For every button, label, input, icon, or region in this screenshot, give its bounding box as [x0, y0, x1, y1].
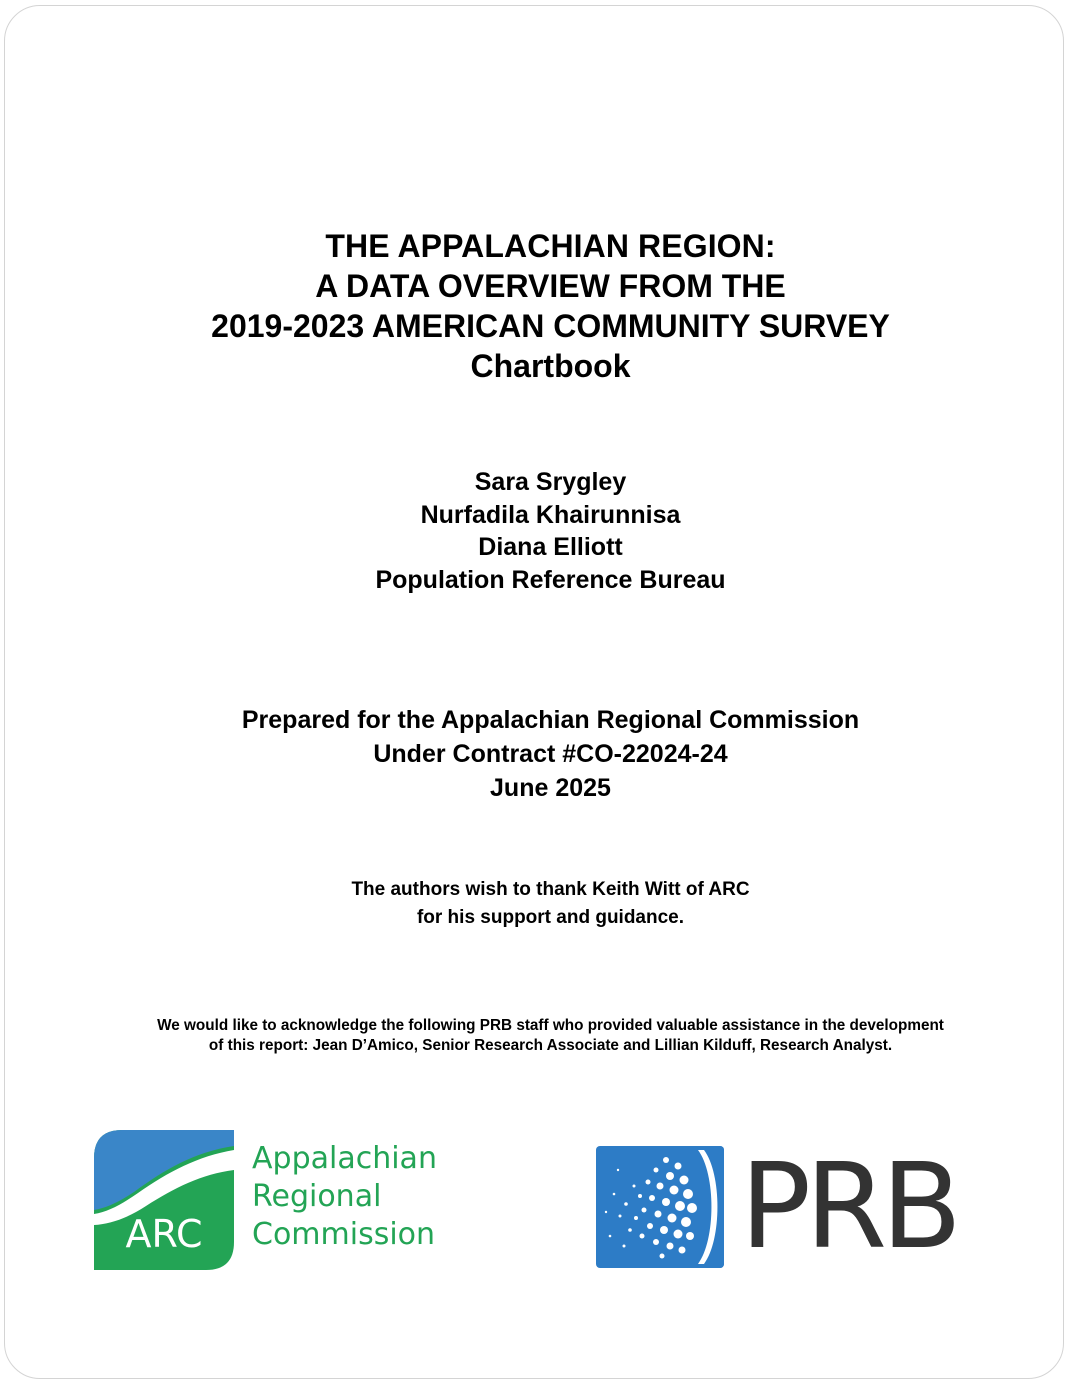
acknowledgement-line-1: We would like to acknowledge the following PRB staff who provided valuable assistance in the development [157, 1017, 944, 1034]
author-name: Diana Elliott [478, 533, 623, 561]
thanks-line-1: The authors wish to thank Keith Witt of ARC [351, 879, 750, 900]
thanks-line-2: for his support and guidance. [416, 906, 685, 928]
publication-date: June 2025 [490, 774, 611, 802]
title-line-2: A DATA OVERVIEW FROM THE [315, 268, 786, 304]
author-organization: Population Reference Bureau [375, 565, 726, 594]
report-title [0, 226, 1071, 386]
acknowledgement-note [0, 1016, 1071, 1056]
prb-wordmark: PRB [740, 1137, 957, 1275]
arc-logo [94, 1130, 454, 1270]
arc-name-line: Regional [252, 1179, 382, 1214]
arc-name-line: Commission [252, 1217, 436, 1252]
title-line-4: Chartbook [470, 348, 631, 384]
author-list [0, 466, 1071, 596]
contract-line: Under Contract #CO-22024-24 [373, 740, 728, 768]
acknowledgement-line-2: of this report: Jean D’Amico, Senior Research Associate and Lillian Kilduff, Research Analyst. [208, 1037, 893, 1054]
author-name: Nurfadila Khairunnisa [420, 500, 681, 529]
title-line-1: THE APPALACHIAN REGION: [325, 228, 776, 264]
arc-badge-text: ARC [125, 1212, 203, 1256]
prepared-for-block [0, 703, 1071, 805]
arc-badge-icon [94, 1130, 234, 1270]
arc-wordmark [252, 1140, 437, 1254]
prb-logo [596, 1137, 957, 1275]
title-line-3: 2019-2023 AMERICAN COMMUNITY SURVEY [211, 308, 890, 344]
arc-name-line: Appalachian [252, 1141, 437, 1176]
prb-globe-icon [596, 1146, 724, 1268]
author-name: Sara Srygley [474, 468, 627, 496]
prepared-for-line: Prepared for the Appalachian Regional Commission [241, 706, 860, 734]
thanks-note [0, 876, 1071, 931]
